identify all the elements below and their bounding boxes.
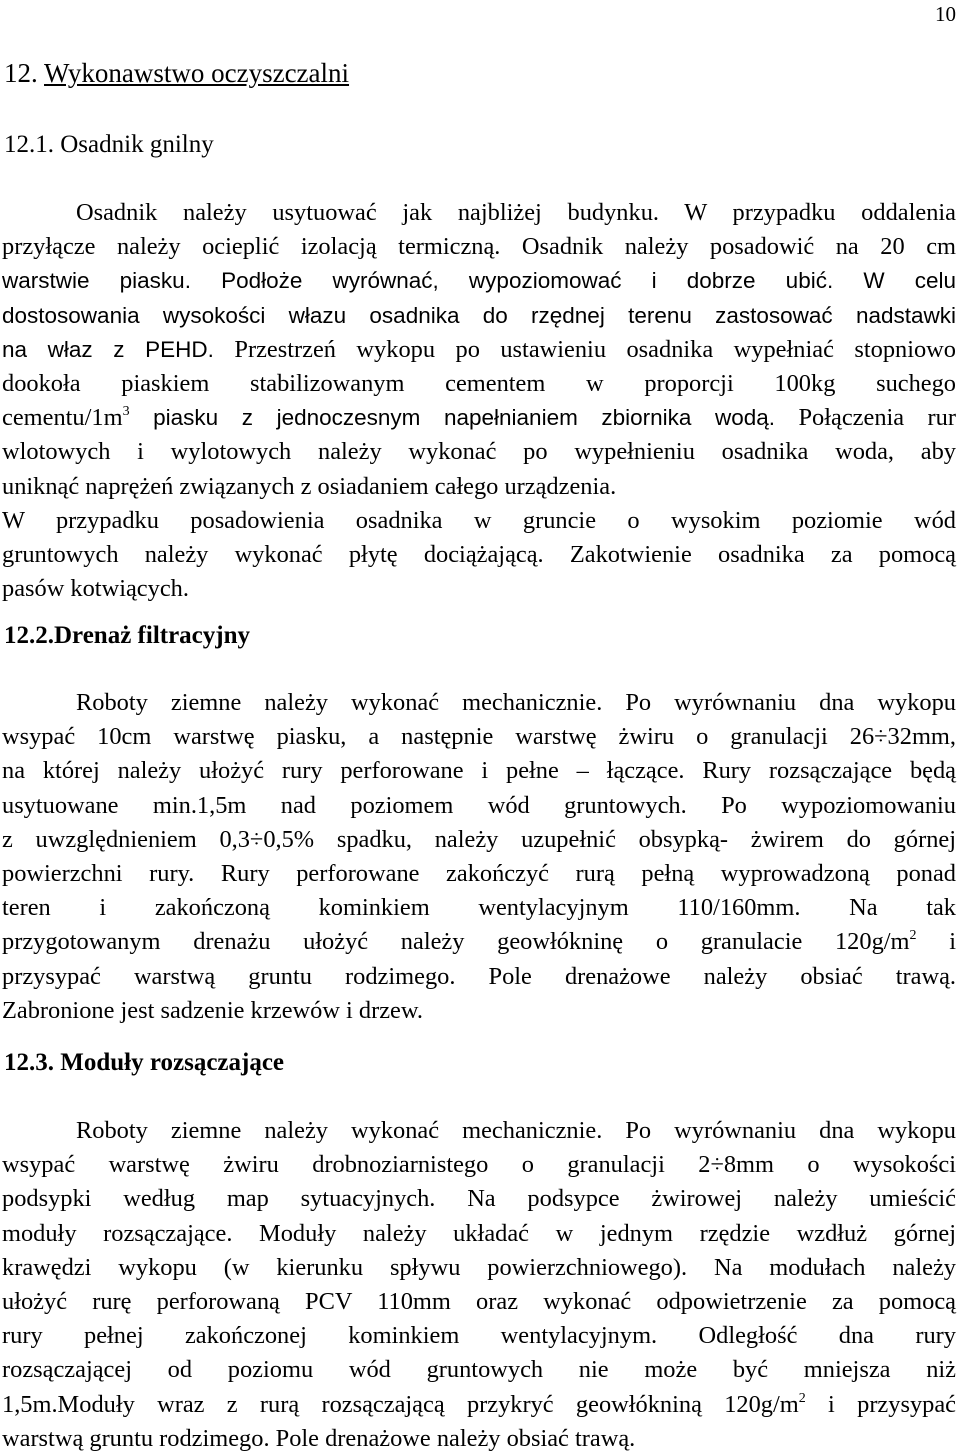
text-line: dostosowania wysokości włazu osadnika do rzędnej terenu zastosować nadstawki: [2, 302, 956, 328]
text-line: podsypki według map sytuacyjnych. Na podsypce żwirowej należy umieścić: [2, 1185, 956, 1213]
text-line: krawędzi wykopu (w kierunku spływu powierzchniowego). Na modułach należy: [2, 1253, 956, 1281]
paragraph-drenaz: [2, 686, 956, 1028]
text-line: [2, 333, 956, 367]
text-line: z uwzględnieniem 0,3÷0,5% spadku, należy uzupełnić obsypką- żwirem do górnej: [2, 825, 956, 853]
text-line: Osadnik należy usytuować jak najbliżej budynku. W przypadku oddalenia: [76, 199, 956, 226]
text-segment: Połączenia rur: [775, 404, 956, 432]
superscript: 2: [798, 1390, 806, 1406]
superscript: 2: [909, 928, 917, 944]
text-line: usytuowane min.1,5m nad poziomem wód gruntowych. Po wypoziomowaniu: [2, 791, 956, 819]
section-heading-12: [4, 58, 349, 89]
text-segment: na właz z PEHD.: [2, 336, 214, 362]
text-line: [2, 1388, 956, 1422]
section-number: 12.: [4, 58, 45, 88]
text-line: Roboty ziemne należy wykonać mechanicznie. Po wyrównaniu dna wykopu: [76, 1117, 956, 1144]
text-line: rury pełnej zakończonej kominkiem wentylacyjnym. Odległość dna rury: [2, 1322, 956, 1350]
text-line: moduły rozsączające. Moduły należy układać w jednym rzędzie wzdłuż górnej: [2, 1219, 956, 1247]
text-segment: Przestrzeń wykopu po ustawieniu osadnika wypełniać stopniowo: [213, 335, 956, 363]
text-line: wsypać warstwę żwiru drobnoziarnistego o granulacji 2÷8mm o wysokości: [2, 1151, 956, 1179]
page-number: 10: [935, 2, 956, 26]
text-line: teren i zakończoną kominkiem wentylacyjnym 110/160mm. Na tak: [2, 894, 956, 922]
text-segment: cementu/1m: [2, 404, 123, 432]
paragraph-osadnik: [2, 196, 956, 606]
text-segment: przygotowanym drenażu ułożyć należy geowłókninę o granulacie 120g/m: [2, 928, 910, 956]
text-segment: piasku z jednoczesnym napełnianiem zbiornika wodą.: [129, 405, 776, 431]
text-line: wlotowych i wylotowych należy wykonać po wypełnieniu osadnika woda, aby: [2, 438, 956, 466]
text-line: wsypać 10cm warstwę piasku, a następnie warstwę żwiru o granulacji 26÷32mm,: [2, 723, 956, 751]
section-heading-12-3: 12.3. Moduły rozsączające: [4, 1049, 285, 1076]
text-line: warstwą gruntu rodzimego. Pole drenażowe należy obsiać trawą.: [2, 1424, 636, 1452]
text-line: na której należy ułożyć rury perforowane i pełne – łączące. Rury rozsączające będą: [2, 757, 956, 785]
text-line: powierzchni rury. Rury perforowane zakończyć rurą pełną wyprowadzoną ponad: [2, 859, 956, 887]
superscript: 3: [122, 404, 130, 420]
text-line: W przypadku posadowienia osadnika w gruncie o wysokim poziomie wód: [2, 506, 956, 534]
text-line: rozsączającej od poziomu wód gruntowych nie może być mniejsza niż: [2, 1356, 956, 1384]
paragraph-moduly: [2, 1114, 956, 1456]
text-line: dookoła piaskiem stabilizowanym cementem w proporcji 100kg suchego: [2, 369, 956, 397]
section-heading-12-2: 12.2.Drenaż filtracyjny: [4, 622, 251, 649]
text-segment: 1,5m.Moduły wraz z rurą rozsączającą przykryć geowłókniną 120g/m: [2, 1390, 799, 1418]
text-line: pasów kotwiących.: [2, 575, 189, 603]
text-line: warstwie piasku. Podłoże wyrównać, wypoziomować i dobrze ubić. W celu: [2, 268, 956, 294]
text-line: przyłącze należy ocieplić izolacją termiczną. Osadnik należy posadowić na 20 cm: [2, 233, 956, 261]
text-line: przysypać warstwą gruntu rodzimego. Pole drenażowe należy obsiać trawą.: [2, 962, 956, 990]
text-line: [2, 401, 956, 435]
text-line: [2, 925, 956, 959]
text-line: uniknąć naprężeń związanych z osiadaniem całego urządzenia.: [2, 472, 617, 500]
text-segment: i: [916, 928, 957, 956]
text-line: gruntowych należy wykonać płytę dociążającą. Zakotwienie osadnika za pomocą: [2, 540, 956, 568]
text-line: ułożyć rurę perforowaną PCV 110mm oraz wykonać odpowietrzenie za pomocą: [2, 1287, 956, 1315]
text-line: Zabronione jest sadzenie krzewów i drzew.: [2, 996, 424, 1024]
text-segment: i przysypać: [805, 1390, 956, 1418]
section-heading-12-1: 12.1. Osadnik gnilny: [4, 131, 214, 158]
text-line: Roboty ziemne należy wykonać mechanicznie. Po wyrównaniu dna wykopu: [76, 689, 956, 716]
section-title: Wykonawstwo oczyszczalni: [44, 58, 350, 88]
